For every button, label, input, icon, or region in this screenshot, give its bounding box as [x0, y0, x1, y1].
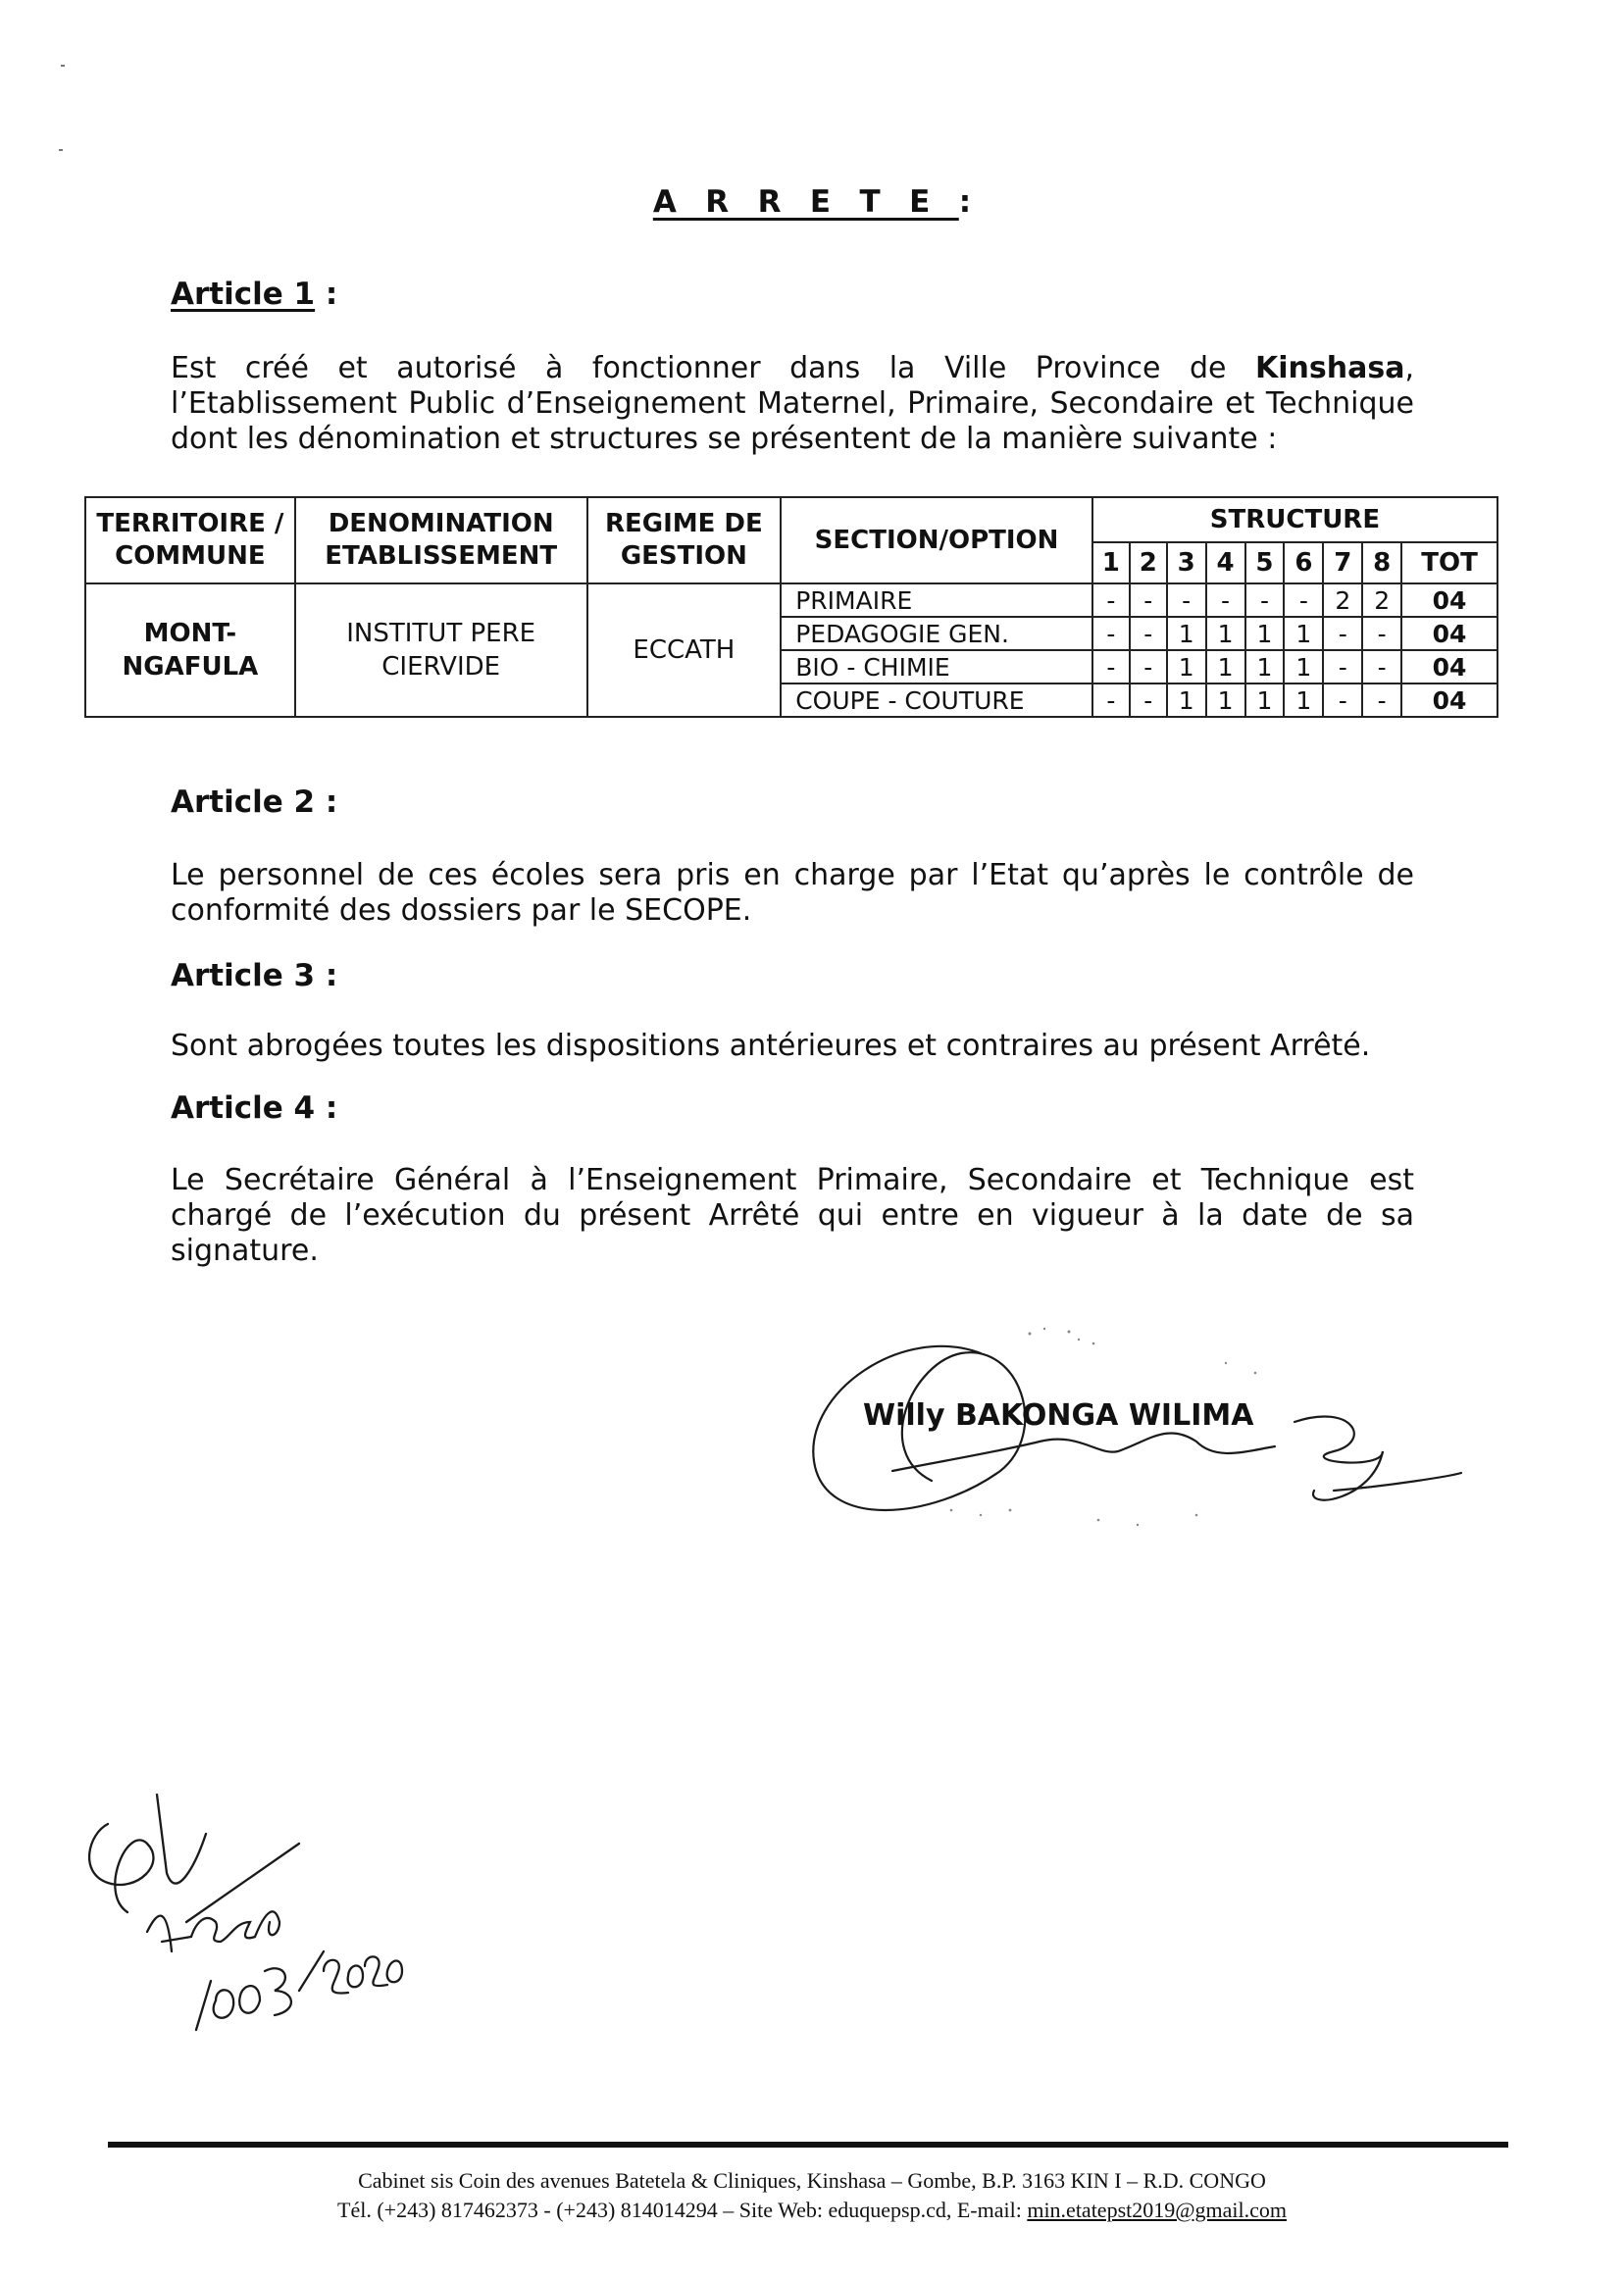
cell-total: 04: [1401, 617, 1497, 650]
article-3-heading: Article 3 :: [171, 958, 338, 993]
header-level: 2: [1130, 542, 1167, 583]
header-level: 3: [1167, 542, 1206, 583]
article-1-text-part: , l’Etablissement Public d’Enseignement Maternel, Primaire, Secondaire et Technique dont les dénomination et structures se présentent de la manière suivante :: [171, 351, 1414, 456]
cell-total: 04: [1401, 583, 1497, 617]
title-text: ARRETE: [652, 184, 959, 220]
cell-regime: ECCATH: [587, 583, 782, 717]
article-2-heading: Article 2 :: [171, 785, 338, 820]
cell-level: -: [1130, 583, 1167, 617]
footer-rule: [108, 2142, 1508, 2148]
cell-level: 1: [1206, 617, 1245, 650]
cell-level: -: [1284, 583, 1323, 617]
cell-level: 1: [1245, 683, 1285, 717]
article-3-text: Sont abrogées toutes les dispositions antérieures et contraires au présent Arrêté.: [171, 1029, 1371, 1063]
cell-level: 2: [1362, 583, 1401, 617]
cell-level: -: [1362, 617, 1401, 650]
cell-level: 1: [1245, 650, 1285, 683]
cell-level: 1: [1167, 617, 1206, 650]
handwritten-paraph: [59, 1775, 412, 2069]
cell-section: PEDAGOGIE GEN.: [781, 617, 1092, 650]
article-1-heading-text: Article 1: [171, 277, 316, 312]
cell-level: -: [1092, 617, 1130, 650]
document-title: [0, 184, 1624, 220]
signatory-name: Willy BAKONGA WILIMA: [863, 1398, 1254, 1433]
cell-denomination: INSTITUT PERE CIERVIDE: [295, 583, 587, 717]
scan-speck: [59, 149, 63, 151]
header-territoire: TERRITOIRE / COMMUNE: [85, 497, 295, 583]
cell-level: -: [1323, 617, 1362, 650]
title-colon: :: [958, 184, 972, 220]
header-level: 1: [1092, 542, 1130, 583]
cell-level: -: [1130, 683, 1167, 717]
cell-level: -: [1092, 650, 1130, 683]
footer-email-link[interactable]: min.etatepst2019@gmail.com: [1027, 2198, 1287, 2222]
cell-total: 04: [1401, 683, 1497, 717]
article-1-text-part: Est créé et autorisé à fonctionner dans la Ville Province de: [171, 351, 1255, 385]
cell-level: -: [1092, 683, 1130, 717]
article-1-text-bold: Kinshasa: [1255, 351, 1405, 385]
footer-contact-text: Tél. (+243) 817462373 - (+243) 814014294 – Site Web: eduquepsp.cd, E-mail:: [337, 2198, 1028, 2222]
cell-level: 2: [1323, 583, 1362, 617]
header-level: 4: [1206, 542, 1245, 583]
cell-total: 04: [1401, 650, 1497, 683]
cell-section: COUPE - COUTURE: [781, 683, 1092, 717]
cell-territoire: MONT-NGAFULA: [85, 583, 295, 717]
table-row: [85, 583, 1497, 617]
article-1-heading: [171, 277, 337, 312]
cell-level: -: [1167, 583, 1206, 617]
cell-level: -: [1245, 583, 1285, 617]
cell-level: 1: [1245, 617, 1285, 650]
handwritten-signature: [785, 1304, 1471, 1569]
header-regime: REGIME DE GESTION: [587, 497, 782, 583]
cell-level: -: [1130, 617, 1167, 650]
header-section: SECTION/OPTION: [781, 497, 1092, 583]
article-2-text: Le personnel de ces écoles sera pris en charge par l’Etat qu’après le contrôle de conformité des dossiers par le SECOPE.: [171, 858, 1414, 928]
cell-level: -: [1362, 683, 1401, 717]
header-level: 8: [1362, 542, 1401, 583]
cell-level: 1: [1167, 683, 1206, 717]
structure-table: [84, 496, 1498, 718]
cell-level: 1: [1206, 683, 1245, 717]
cell-section: PRIMAIRE: [781, 583, 1092, 617]
cell-level: -: [1206, 583, 1245, 617]
cell-level: 1: [1284, 650, 1323, 683]
article-1-heading-suffix: :: [315, 277, 338, 312]
cell-section: BIO - CHIMIE: [781, 650, 1092, 683]
article-4-heading: Article 4 :: [171, 1090, 338, 1126]
cell-level: -: [1323, 650, 1362, 683]
header-level: 6: [1284, 542, 1323, 583]
scan-speck: [61, 65, 65, 67]
header-total: TOT: [1401, 542, 1497, 583]
cell-level: -: [1130, 650, 1167, 683]
header-level: 7: [1323, 542, 1362, 583]
article-4-text: Le Secrétaire Général à l’Enseignement Primaire, Secondaire et Technique est chargé de l’exécution du présent Arrêté qui entre en vigueur à la date de sa signature.: [171, 1163, 1414, 1268]
cell-level: 1: [1284, 683, 1323, 717]
cell-level: 1: [1206, 650, 1245, 683]
article-1-text: [171, 351, 1414, 457]
footer-contact: [0, 2197, 1624, 2224]
cell-level: 1: [1284, 617, 1323, 650]
header-denomination: DENOMINATION ETABLISSEMENT: [295, 497, 587, 583]
footer-address: Cabinet sis Coin des avenues Batetela & Cliniques, Kinshasa – Gombe, B.P. 3163 KIN I – R.D. CONGO: [358, 2168, 1266, 2193]
cell-level: -: [1323, 683, 1362, 717]
header-structure: STRUCTURE: [1092, 497, 1497, 542]
header-level: 5: [1245, 542, 1285, 583]
cell-level: -: [1362, 650, 1401, 683]
cell-level: -: [1092, 583, 1130, 617]
cell-level: 1: [1167, 650, 1206, 683]
